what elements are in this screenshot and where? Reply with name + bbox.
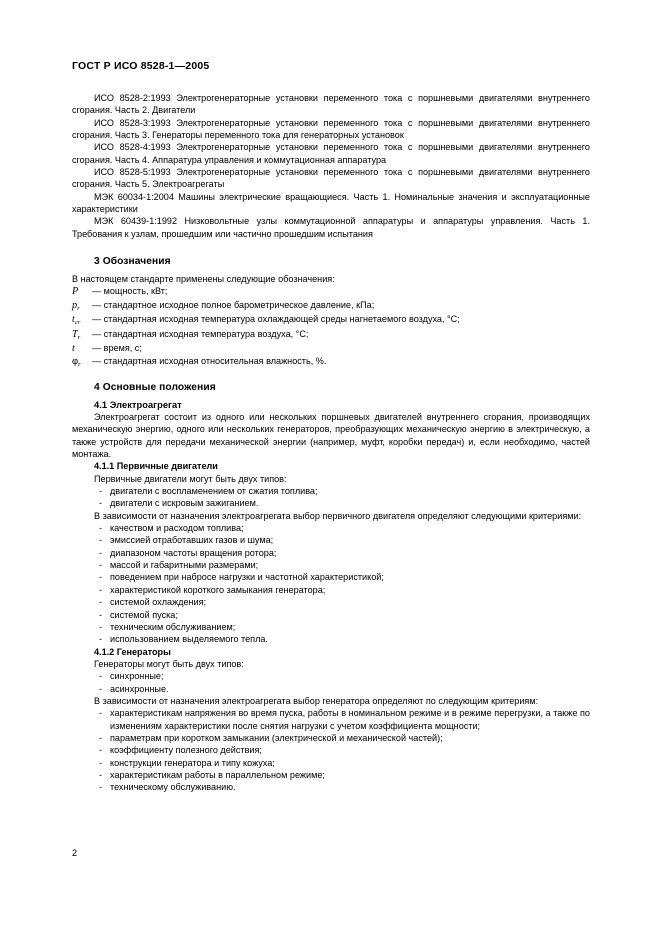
spacer xyxy=(72,240,590,255)
reference-item: МЭК 60034-1:2004 Машины электрические вращающиеся. Часть 1. Номинальные значения и эксплуатационные характеристики xyxy=(72,191,590,215)
symbol-glyph: $t_{cr}$ xyxy=(72,314,81,327)
symbol-glyph: t xyxy=(72,342,75,354)
section3-intro: В настоящем стандарте применены следующие обозначения: xyxy=(72,274,335,285)
symbol-description: — стандартное исходное полное барометрическое давление, кПа; xyxy=(92,299,375,310)
generator-criteria-list xyxy=(72,707,590,793)
section4-1-1-criteria-intro: В зависимости от назначения электроагрегата выбор первичного двигателя определяют следующими критериями: xyxy=(94,510,582,521)
reference-item: ИСО 8528-2:1993 Электрогенераторные установки переменного тока с поршневыми двигателями внутреннего сгорания. Часть 2. Двигатели xyxy=(72,93,590,116)
document-header: ГОСТ Р ИСО 8528-1—2005 xyxy=(72,60,210,72)
reference-item: ИСО 8528-3:1993 Электрогенераторные установки переменного тока с поршневыми двигателями внутреннего сгорания. Часть 3. Генераторы переменного тока для генераторных установок xyxy=(72,117,590,141)
list-item: - характеристикам работы в параллельном режиме; xyxy=(72,769,590,781)
symbol-item xyxy=(72,355,590,369)
reference-item: ИСО 8528-5:1993 Электрогенераторные установки переменного тока с поршневыми двигателями внутреннего сгорания. Часть 5. Электроагрегаты xyxy=(72,167,590,190)
page-number: 2 xyxy=(72,848,78,858)
list-item: - синхронные; xyxy=(72,670,590,682)
symbol-glyph: $T_r$ xyxy=(72,328,81,341)
list-item: - двигатели с воспламенением от сжатия топлива; xyxy=(72,485,590,497)
list-item: - конструкции генератора и типу кожуха; xyxy=(72,757,590,769)
symbol-item xyxy=(72,299,590,313)
list-item: - коэффициенту полезного действия; xyxy=(72,744,590,756)
list-item: - техническому обслуживанию. xyxy=(72,781,590,793)
section-heading-4: 4 Основные положения xyxy=(94,381,216,393)
symbol-item xyxy=(72,285,590,298)
symbol-list xyxy=(72,285,590,369)
section4-1-1-intro: Первичные двигатели могут быть двух типов: xyxy=(94,473,287,484)
list-item: - характеристикой короткого замыкания генератора; xyxy=(72,584,590,596)
list-item: - асинхронные. xyxy=(72,683,590,695)
section4-1-2-criteria-intro: В зависимости от назначения электроагрегата выбор генератора определяют по следующим критериям: xyxy=(94,695,539,706)
section-heading-4-1: 4.1 Электроагрегат xyxy=(94,399,182,410)
list-item: - техническим обслуживанием; xyxy=(72,621,590,633)
symbol-description: — время, с; xyxy=(92,342,142,353)
engine-types-list xyxy=(72,485,590,510)
spacer xyxy=(72,370,590,381)
section4-1-paragraph: Электроагрегат состоит из одного или нескольких поршневых двигателей внутреннего сгорания, производящих механическую энергию, одного или нескольких генераторов, преобразующих механическую энергию в электрическую, а также устройств для передачи механической энергии (например, муфт, коробки передач) и, если необходимо, частей монтажа. xyxy=(72,411,590,459)
generator-types-list xyxy=(72,670,590,695)
symbol-description: — мощность, кВт; xyxy=(92,286,168,297)
list-item: - использованием выделяемого тепла. xyxy=(72,633,590,645)
symbol-description: — стандартная исходная температура воздуха, °С; xyxy=(92,328,309,339)
symbol-description: — стандартная исходная температура охлаждающей среды нагнетаемого воздуха, °С; xyxy=(92,314,460,325)
list-item: - характеристикам напряжения во время пуска, работы в номинальном режиме и в режиме перегрузки, а также по изменениям характеристики после снятия нагрузки с учетом коэффициента мощности; xyxy=(72,707,590,732)
list-item: - массой и габаритными размерами; xyxy=(72,559,590,571)
symbol-glyph: $p_r$ xyxy=(72,299,80,312)
list-item: - диапазоном частоты вращения ротора; xyxy=(72,547,590,559)
engine-criteria-list xyxy=(72,522,590,645)
list-item: - эмиссией отработавших газов и шума; xyxy=(72,534,590,546)
symbol-item xyxy=(72,313,590,327)
list-item: - системой охлаждения; xyxy=(72,596,590,608)
symbol-item xyxy=(72,342,590,355)
section4-1-2-intro: Генераторы могут быть двух типов: xyxy=(94,658,244,669)
reference-item: МЭК 60439-1:1992 Низковольтные узлы коммутационной аппаратуры и аппаратуры управления. Часть 1. Требования к узлам, прошедшим или частично прошедшим испытания xyxy=(72,216,590,239)
reference-item: ИСО 8528-4:1993 Электрогенераторные установки переменного тока с поршневыми двигателями внутреннего сгорания. Часть 4. Аппаратура управления и коммутационная аппаратура xyxy=(72,142,590,165)
list-item: - поведением при набросе нагрузки и частотной характеристикой; xyxy=(72,571,590,583)
list-item: - качеством и расходом топлива; xyxy=(72,522,590,534)
list-item: - двигатели с искровым зажиганием. xyxy=(72,497,590,509)
symbol-description: — стандартная исходная относительная влажность, %. xyxy=(92,356,327,367)
section-heading-4-1-2: 4.1.2 Генераторы xyxy=(94,646,171,657)
symbol-item xyxy=(72,328,590,342)
section-heading-3: 3 Обозначения xyxy=(94,256,171,268)
section-heading-4-1-1: 4.1.1 Первичные двигатели xyxy=(94,461,218,472)
page-content xyxy=(72,60,590,794)
symbol-glyph: $\varphi_r$ xyxy=(72,355,81,369)
list-item: - параметрам при коротком замыкании (электрической и механической частей); xyxy=(72,732,590,744)
normative-references-block xyxy=(72,92,590,240)
list-item: - системой пуска; xyxy=(72,609,590,621)
symbol-glyph: P xyxy=(72,286,79,298)
